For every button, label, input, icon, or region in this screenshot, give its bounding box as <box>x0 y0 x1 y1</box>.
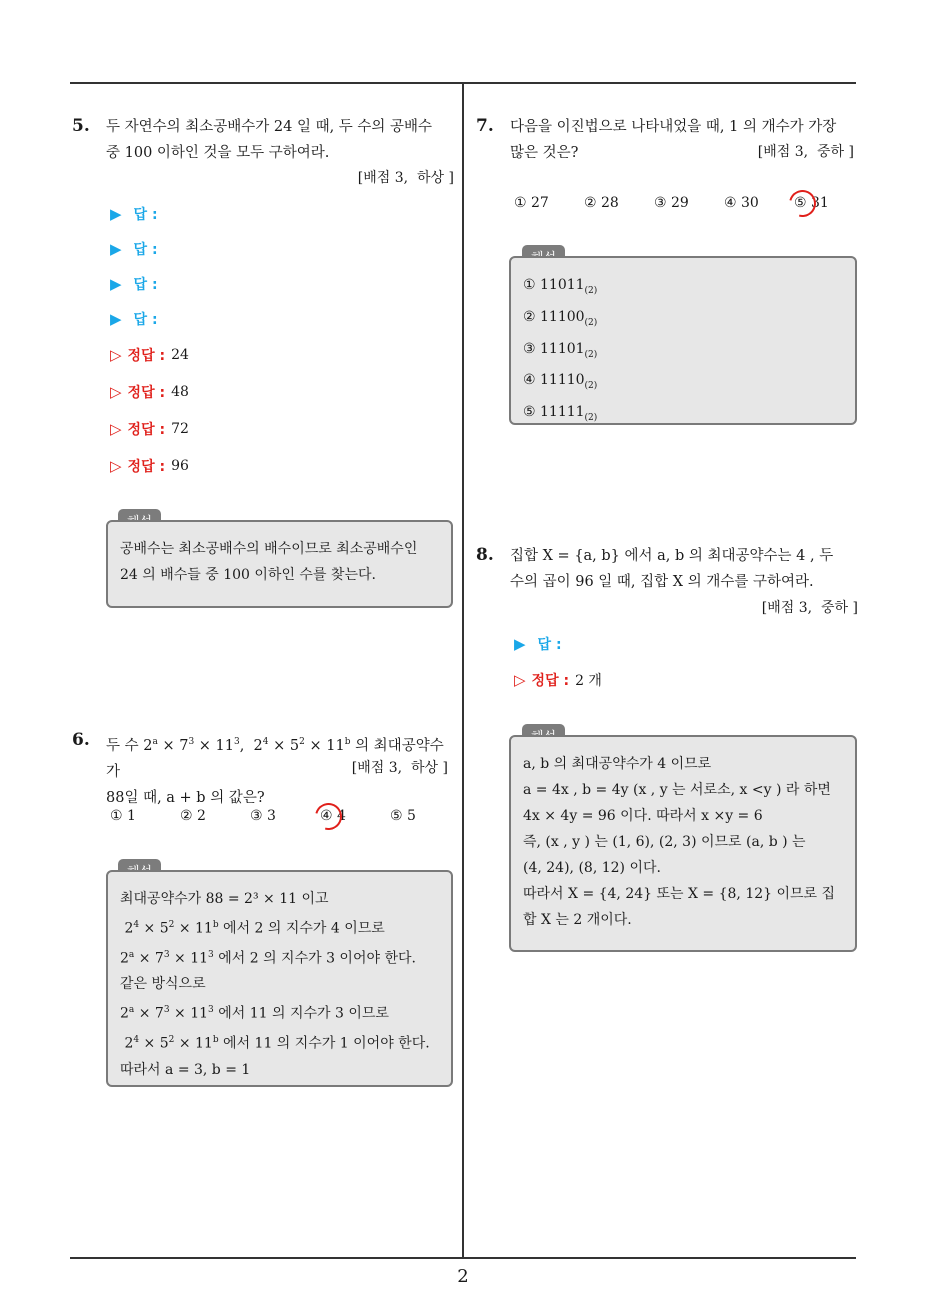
explanation-line: 합 X 는 2 개이다. <box>523 912 632 928</box>
correct-label: 정답 : <box>127 385 166 401</box>
correct-value: 72 <box>171 421 189 437</box>
play-icon: ▶ <box>110 275 122 293</box>
play-icon: ▶ <box>110 240 122 258</box>
play-icon: ▶ <box>514 635 526 653</box>
choice-5[interactable]: ⑤ 5 <box>390 808 416 824</box>
explanation-line: $2^a \times 7^3 \times 11^3$ 에서 11 의 지수가 3 이므로 <box>120 1005 389 1022</box>
explanation-line: 즉, (x , y ) 는 (1, 6), (2, 3) 이므로 (a, b ) 는 <box>523 834 806 850</box>
choice-2[interactable]: ② 28 <box>584 195 619 211</box>
correct-label: 정답 : <box>127 348 166 364</box>
triangle-outline-icon: ▷ <box>110 383 122 401</box>
question-line: 두 수 $2^a \times 7^3 \times 11^3$, $2^4 \times 5^2 \times 11^b$ 의 최대공약수가 <box>106 737 444 780</box>
explanation-box <box>509 735 857 952</box>
score-info: [배점 3, 중하 ] <box>757 144 854 160</box>
question-number: 8. <box>476 545 494 565</box>
choice-4[interactable]: ④ 30 <box>724 195 759 211</box>
choice-1[interactable]: ① 1 <box>110 808 136 824</box>
correct-label: 정답 : <box>127 459 166 475</box>
explanation-box <box>509 256 857 425</box>
explanation-box <box>106 520 453 608</box>
play-icon: ▶ <box>110 310 122 328</box>
choice-1[interactable]: ① 27 <box>514 195 549 211</box>
score-info: [배점 3, 중하 ] <box>761 600 858 616</box>
answer-label: 답 : <box>133 242 158 258</box>
choice-3[interactable]: ③ 3 <box>250 808 276 824</box>
explanation-line: ③ $11101_{(2)}$ <box>523 340 598 360</box>
correct-answer-row <box>110 456 189 476</box>
question-number: 7. <box>476 116 494 136</box>
answer-row[interactable] <box>514 634 562 654</box>
choice-4-selected[interactable]: ④ 4 <box>320 808 390 824</box>
explanation-line: 공배수는 최소공배수의 배수이므로 최소공배수인 <box>120 541 418 557</box>
correct-value: 96 <box>171 458 189 474</box>
score-info: [배점 3, 하상 ] <box>351 760 448 776</box>
answer-label: 답 : <box>133 312 158 328</box>
explanation-line: a, b 의 최대공약수가 4 이므로 <box>523 756 712 772</box>
explanation-line: 최대공약수가 88 = 2³ × 11 이고 <box>120 891 329 907</box>
triangle-outline-icon: ▷ <box>514 671 526 689</box>
explanation-line: ① $11011_{(2)}$ <box>523 277 598 296</box>
question-line: 집합 X = {a, b} 에서 a, b 의 최대공약수는 4 , 두 <box>510 548 834 564</box>
difficulty: 중하 <box>821 600 849 616</box>
explanation-line: 따라서 a = 3, b = 1 <box>120 1061 251 1078</box>
difficulty: 하상 <box>417 170 445 186</box>
question-text <box>106 114 451 166</box>
choice-2[interactable]: ② 2 <box>180 808 206 824</box>
choice-5-selected[interactable]: ⑤ 31 <box>794 195 854 211</box>
explanation-line: $2^4 \times 5^2 \times 11^b$ 에서 2 의 지수가 4 이므로 <box>120 920 385 937</box>
explanation-line: $2^4 \times 5^2 \times 11^b$ 에서 11 의 지수가 1 이어야 한다. <box>120 1034 430 1052</box>
choices <box>110 808 440 824</box>
question-line: 88일 때, a + b 의 값은? <box>106 789 265 806</box>
correct-answer-row <box>514 670 602 690</box>
difficulty: 중하 <box>817 144 845 160</box>
explanation-box <box>106 870 453 1087</box>
question-number: 6. <box>72 730 90 750</box>
answer-label: 답 : <box>537 637 562 653</box>
explanation-line: ⑤ $11111_{(2)}$ <box>523 404 598 423</box>
answer-label: 답 : <box>133 277 158 293</box>
correct-answer-row <box>110 419 189 439</box>
explanation-line: ④ $11110_{(2)}$ <box>523 372 598 392</box>
choice-3[interactable]: ③ 29 <box>654 195 689 211</box>
difficulty: 하상 <box>411 760 439 776</box>
correct-value: 2 개 <box>575 673 602 689</box>
correct-answer-row <box>110 382 189 402</box>
triangle-outline-icon: ▷ <box>110 457 122 475</box>
explanation-line: a = 4x , b = 4y (x , y 는 서로소, x <y ) 라 하면 <box>523 782 831 798</box>
explanation-line: 따라서 X = {4, 24} 또는 X = {8, 12} 이므로 집 <box>523 886 836 902</box>
answer-row[interactable] <box>110 239 158 259</box>
explanation-line: $2^a \times 7^3 \times 11^3$ 에서 2 의 지수가 3 이어야 한다. <box>120 949 416 967</box>
answer-label: 답 : <box>133 207 158 223</box>
correct-answer-row <box>110 345 189 365</box>
triangle-outline-icon: ▷ <box>110 346 122 364</box>
play-icon: ▶ <box>110 205 122 223</box>
question-line: 다음을 이진법으로 나타내었을 때, 1 의 개수가 가장 <box>510 119 837 135</box>
answer-row[interactable] <box>110 204 158 224</box>
question-line: 중 100 이하인 것을 모두 구하여라. <box>106 145 330 161</box>
question-line: 많은 것은? <box>510 145 579 161</box>
explanation-line: 4x × 4y = 96 이다. 따라서 x ×y = 6 <box>523 808 763 824</box>
correct-value: 24 <box>171 347 189 363</box>
explanation-line: ② $11100_{(2)}$ <box>523 308 598 328</box>
correct-label: 정답 : <box>531 673 570 689</box>
question-text <box>510 543 855 595</box>
column-divider <box>462 83 464 1258</box>
answer-row[interactable] <box>110 274 158 294</box>
answer-row[interactable] <box>110 309 158 329</box>
choices <box>514 195 854 211</box>
question-line: 두 자연수의 최소공배수가 24 일 때, 두 수의 공배수 <box>106 119 433 135</box>
explanation-line: 같은 방식으로 <box>120 976 206 993</box>
correct-label: 정답 : <box>127 422 166 438</box>
explanation-line: (4, 24), (8, 12) 이다. <box>523 860 661 876</box>
question-number: 5. <box>72 116 90 136</box>
score-info: [배점 3, 하상 ] <box>357 170 454 186</box>
question-line: 수의 곱이 96 일 때, 집합 X 의 개수를 구하여라. <box>510 574 814 590</box>
correct-value: 48 <box>171 384 189 400</box>
triangle-outline-icon: ▷ <box>110 420 122 438</box>
page-number: 2 <box>457 1266 469 1287</box>
explanation-line: 24 의 배수들 중 100 이하인 수를 찾는다. <box>120 567 376 583</box>
